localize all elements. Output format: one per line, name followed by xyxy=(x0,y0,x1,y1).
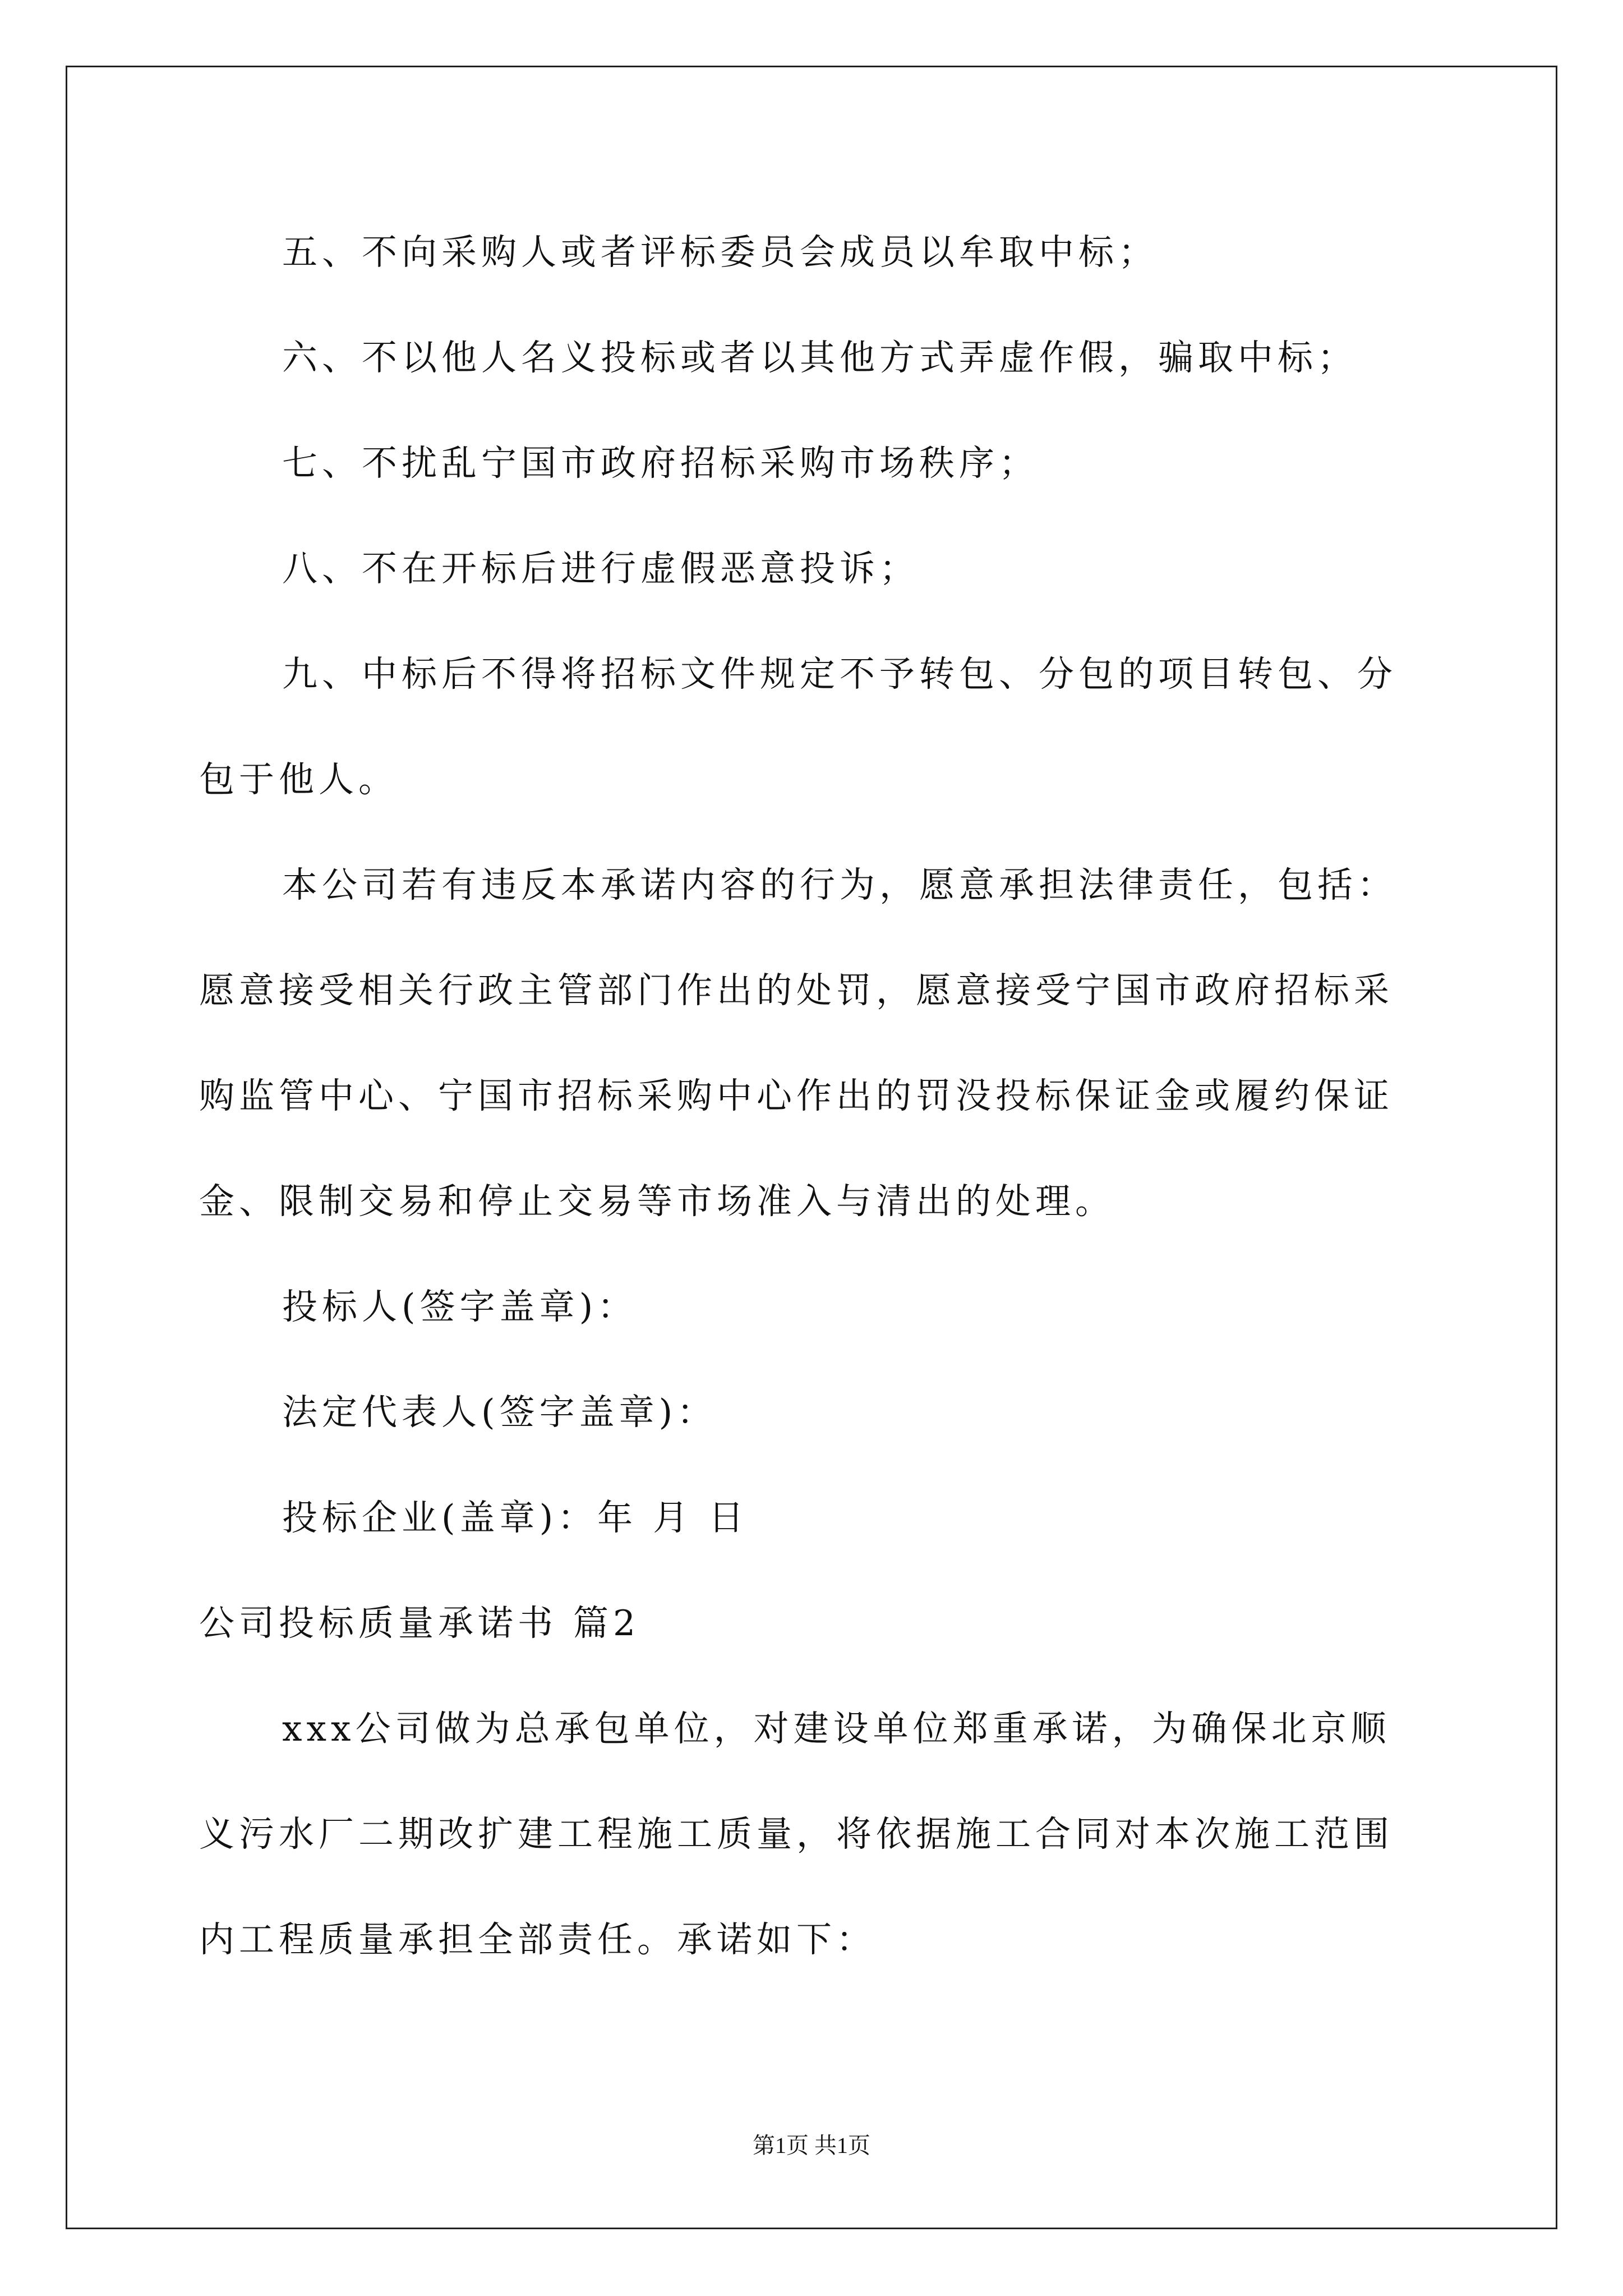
liability-line-2: 愿意接受相关行政主管部门作出的处罚，愿意接受宁国市政府招标采 xyxy=(199,970,1394,1011)
clause-6: 六、不以他人名义投标或者以其他方式弄虚作假，骗取中标； xyxy=(282,337,1357,378)
page-border xyxy=(66,66,1557,2229)
clause-9-line-1: 九、中标后不得将招标文件规定不予转包、分包的项目转包、分 xyxy=(282,654,1397,694)
commitment-line-1: xxx公司做为总承包单位，对建设单位郑重承诺，为确保北京顺 xyxy=(282,1708,1391,1749)
section-heading: 公司投标质量承诺书 篇2 xyxy=(199,1603,640,1644)
commitment-line-2: 义污水厂二期改扩建工程施工质量，将依据施工合同对本次施工范围 xyxy=(199,1814,1394,1855)
page-footer: 第1页 共1页 xyxy=(753,2133,870,2158)
bidding-company-seal-date: 投标企业(盖章)：年 月 日 xyxy=(282,1497,749,1538)
commitment-line-3: 内工程质量承担全部责任。承诺如下： xyxy=(199,1919,876,1960)
clause-7: 七、不扰乱宁国市政府招标采购市场秩序； xyxy=(282,443,1039,484)
bidder-signature: 投标人(签字盖章)： xyxy=(282,1286,638,1327)
legal-representative-signature: 法定代表人(签字盖章)： xyxy=(282,1392,717,1433)
liability-line-4: 金、限制交易和停止交易等市场准入与清出的处理。 xyxy=(199,1181,1115,1222)
liability-line-1: 本公司若有违反本承诺内容的行为，愿意承担法律责任，包括： xyxy=(282,864,1397,905)
clause-9-line-2: 包于他人。 xyxy=(199,759,398,800)
liability-line-3: 购监管中心、宁国市招标采购中心作出的罚没投标保证金或履约保证 xyxy=(199,1075,1394,1116)
clause-5: 五、不向采购人或者评标委员会成员以牟取中标； xyxy=(282,232,1158,273)
clause-8: 八、不在开标后进行虚假恶意投诉； xyxy=(282,548,919,589)
